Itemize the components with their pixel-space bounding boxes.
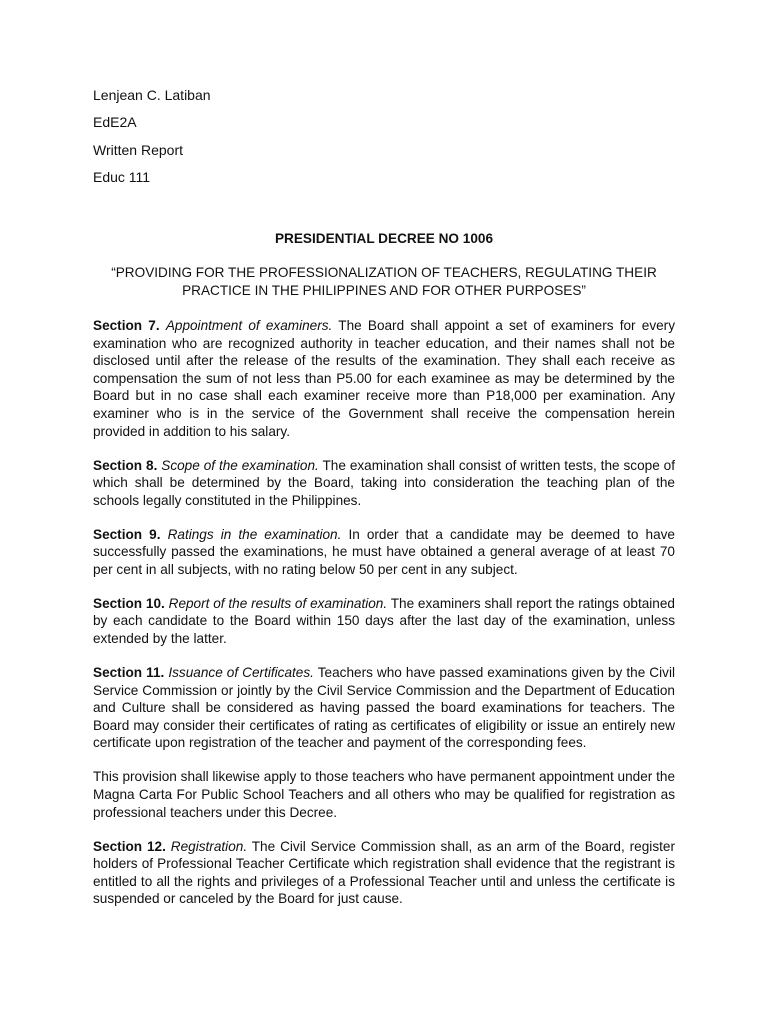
section-11-paragraph xyxy=(93,664,675,752)
author-header xyxy=(93,86,675,195)
author-name: Lenjean C. Latiban xyxy=(93,87,211,103)
section-7-paragraph xyxy=(93,317,675,440)
section-number: Section 10. xyxy=(93,595,165,611)
section-number: Section 8. xyxy=(93,457,158,473)
section-text: Teachers who have passed examinations given by the Civil Service Commission or jointly by the Civil Service Commission and the Department of Education and Culture shall be considered as having passed the board examinations for teachers. The Board may consider their certificates of rating as certificates of eligibility or issue an entirely new certificate upon registration of the teacher and payment of the corresponding fees. xyxy=(93,665,675,751)
section-number: Section 12. xyxy=(93,838,166,854)
section-8-paragraph xyxy=(93,457,675,510)
section-title: Ratings in the examination. xyxy=(167,526,342,542)
section-title: Scope of the examination. xyxy=(161,457,319,473)
document-subtitle: “PROVIDING FOR THE PROFESSIONALIZATION OF TEACHERS, REGULATING THEIR PRACTICE IN THE PHILIPPINES AND FOR OTHER PURPOSES” xyxy=(111,265,657,298)
course-code: Educ 111 xyxy=(93,168,151,185)
section-text: The Civil Service Commission shall, as an arm of the Board, register holders of Professional Teacher Certificate which registration shall evidence that the registrant is entitled to all the rights and privileges of a Professional Teacher until and unless the certificate is suspended or canceled by the Board for just cause. xyxy=(93,838,675,907)
section-title: Registration. xyxy=(170,838,248,854)
section-number: Section 9. xyxy=(93,526,161,542)
class-section: EdE2A xyxy=(93,114,137,131)
section-title: Report of the results of examination. xyxy=(168,595,388,611)
section-9-paragraph xyxy=(93,526,675,579)
section-title: Issuance of Certificates. xyxy=(168,665,314,681)
section-number: Section 11. xyxy=(93,665,165,681)
section-number: Section 7. xyxy=(93,318,160,333)
document-body xyxy=(93,317,675,924)
section-text: The examination shall consist of written tests, the scope of which shall be determined by the Board, taking into consideration the teaching plan of the schools legally constituted in the Philippines. xyxy=(93,457,675,508)
section-text: The examiners shall report the ratings obtained by each candidate to the Board within 150 days after the last day of the examination, unless extended by the latter. xyxy=(93,595,675,647)
document-type: Written Report xyxy=(93,141,183,158)
document-title: PRESIDENTIAL DECREE NO 1006 xyxy=(274,231,494,246)
section-12-paragraph xyxy=(93,838,675,908)
section-title: Appointment of examiners. xyxy=(165,318,333,333)
section-text: In order that a candidate may be deemed to have successfully passed the examinations, he must have obtained a general average of at least 70 per cent in all subjects, with no rating below 50 per cent in any subject. xyxy=(93,526,675,577)
section-10-paragraph xyxy=(93,595,675,648)
provision-paragraph: This provision shall likewise apply to those teachers who have permanent appointment under the Magna Carta For Public School Teachers and all others who may be qualified for registration as professional teachers under this Decree. xyxy=(93,769,675,820)
section-text: The Board shall appoint a set of examiners for every examination who are recognized authority in teacher education, and their names shall not be disclosed until after the release of the results of the examination. They shall each receive as compensation the sum of not less than P5.00 for each examinee as may be determined by the Board but in no case shall each examiner receive more than P18,000 per examination. Any examiner who is in the service of the Government shall receive the compensation herein provided in addition to his salary. xyxy=(93,318,675,439)
